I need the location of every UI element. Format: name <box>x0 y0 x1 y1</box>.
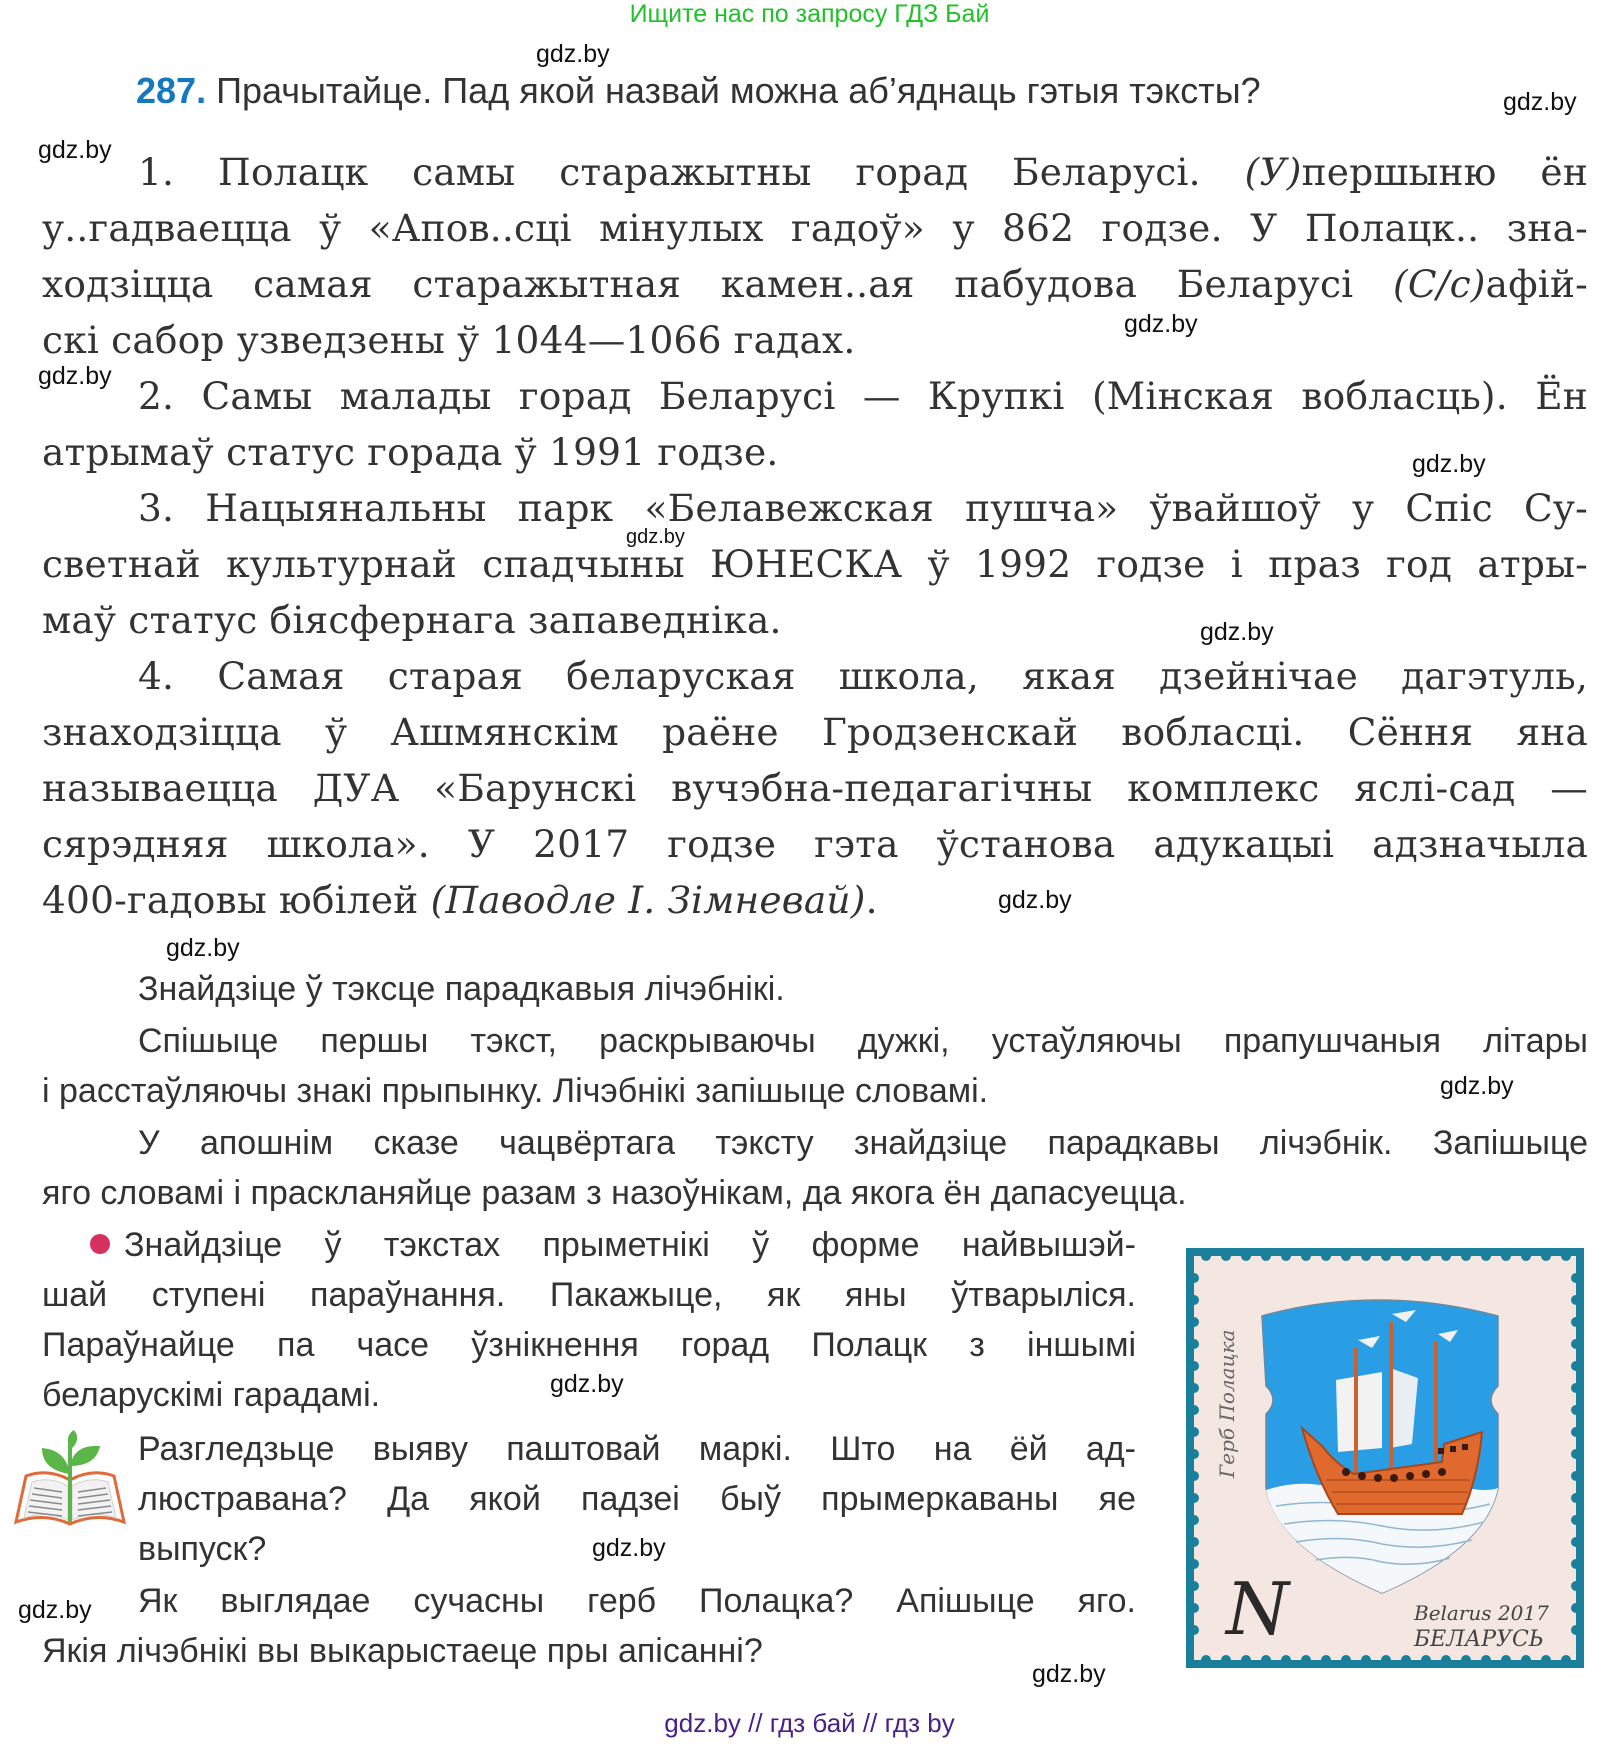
watermark: gdz.by <box>1200 618 1274 646</box>
watermark: gdz.by <box>1440 1072 1514 1100</box>
instruction-5-line: люстравана? Да якой падзеі быў прымеркаваны яе <box>138 1480 1136 1518</box>
text-line: называецца ДУА «Барунскі вучэбна-педагагічны комплекс яслі-сад — <box>42 766 1588 810</box>
watermark: gdz.by <box>626 526 685 548</box>
text-line: сярэдняя школа». У 2017 годзе гэта ўстанова адукацыі адзначыла <box>42 822 1588 866</box>
task-number: 287. <box>136 70 207 111</box>
watermark: gdz.by <box>550 1370 624 1398</box>
watermark: gdz.by <box>38 136 112 164</box>
watermark: gdz.by <box>592 1534 666 1562</box>
instruction-5-line: Разгледзьце выяву паштовай маркі. Што на ёй ад- <box>138 1430 1136 1468</box>
instruction-2-line: Спішыце першы тэкст, раскрываючы дужкі, устаўляючы прапушчаныя літары <box>138 1022 1588 1060</box>
text-line: атрымаў статус горада ў 1991 годзе. <box>42 430 779 474</box>
text-line: 400-гадовы юбілей (Паводле І. Зімневай). <box>42 878 878 922</box>
text-line: 3. Нацыянальны парк «Белавежская пушча» ўвайшоў у Спіс Су- <box>138 486 1588 530</box>
instruction-4-line: беларускімі гарадамі. <box>42 1376 381 1414</box>
watermark: gdz.by <box>166 934 240 962</box>
watermark: gdz.by <box>18 1596 92 1624</box>
pink-dot-icon <box>90 1234 110 1254</box>
text-line: у..гадваецца ў «Апов..сці мінулых гадоў» у 862 годзе. У Полацк.. зна- <box>42 206 1588 250</box>
text-line: ходзіцца самая старажытная камен..ая пабудова Беларусі (С/с)афій- <box>42 262 1589 306</box>
watermark: gdz.by <box>1503 88 1577 116</box>
watermark: gdz.by <box>998 886 1072 914</box>
text-line: светнай культурнай спадчыны ЮНЕСКА ў 1992 годзе і праз год атры- <box>42 542 1588 586</box>
watermark: gdz.by <box>1412 450 1486 478</box>
watermark: gdz.by <box>1032 1660 1106 1688</box>
text-line: скі сабор узведзены ў 1044—1066 гадах. <box>42 318 856 362</box>
stamp-country-cyr: БЕЛАРУСЬ <box>1414 1627 1544 1652</box>
watermark: gdz.by <box>536 40 610 68</box>
source-citation: (Паводле І. Зімневай) <box>430 878 866 922</box>
task-title: Прачытайце. Пад якой назвай можна аб’яднаць гэтыя тэксты? <box>216 70 1261 111</box>
text-line: 2. Самы малады горад Беларусі — Крупкі (Мінская вобласць). Ён <box>138 374 1588 418</box>
watermark: gdz.by <box>1124 310 1198 338</box>
text-line: 4. Самая старая беларуская школа, якая дзейнічае дагэтуль, <box>138 654 1588 698</box>
footer-links[interactable]: gdz.by // гдз бай // гдз by <box>664 1708 955 1738</box>
task-heading <box>136 70 1261 112</box>
text-line: маў статус біясфернага запаведніка. <box>42 598 782 642</box>
book-sprout-icon <box>12 1430 128 1530</box>
instruction-2-line: і расстаўляючы знакі прыпынку. Лічэбнікі запішыце словамі. <box>42 1072 989 1110</box>
instruction-4-line: Параўнайце па часе ўзнікнення горад Полацк з іншымі <box>42 1326 1136 1364</box>
instruction-3-line: яго словамі і праскланяйце разам з назоўнікам, да якога ён дапасуецца. <box>42 1174 1187 1212</box>
watermark: gdz.by <box>38 362 112 390</box>
instruction-5-line: выпуск? <box>138 1530 267 1568</box>
instruction-1: Знайдзіце ў тэксце парадкавыя лічэбнікі. <box>138 970 785 1008</box>
top-banner[interactable]: Ищите нас по запросу ГДЗ Бай <box>629 0 990 28</box>
stamp-denomination: N <box>1226 1567 1289 1651</box>
text-line: 1. Полацк самы старажытны горад Беларусі. (У)першыню ён <box>138 150 1589 194</box>
instruction-6-line: Якія лічэбнікі вы выкарыстаеце пры апісанні? <box>42 1632 763 1670</box>
stamp-country-latin: Belarus 2017 <box>1414 1601 1549 1625</box>
instruction-3-line: У апошнім сказе чацвёртага тэксту знайдзіце парадкавы лічэбнік. Запішыце <box>138 1124 1588 1162</box>
instruction-6-line: Як выглядае сучасны герб Полацка? Апішыце яго. <box>138 1582 1136 1620</box>
text-line: знаходзіцца ў Ашмянскім раёне Гродзенскай вобласці. Сёння яна <box>42 710 1588 754</box>
stamp-side-label: Герб Полацка <box>1215 1329 1239 1478</box>
postage-stamp <box>1186 1248 1584 1668</box>
instruction-4-line: Знайдзіце ў тэкстах прыметнікі ў форме найвышэй- <box>42 1220 1136 1270</box>
instruction-4-line: шай ступені параўнання. Пакажыце, як яны ўтварыліся. <box>42 1276 1136 1314</box>
